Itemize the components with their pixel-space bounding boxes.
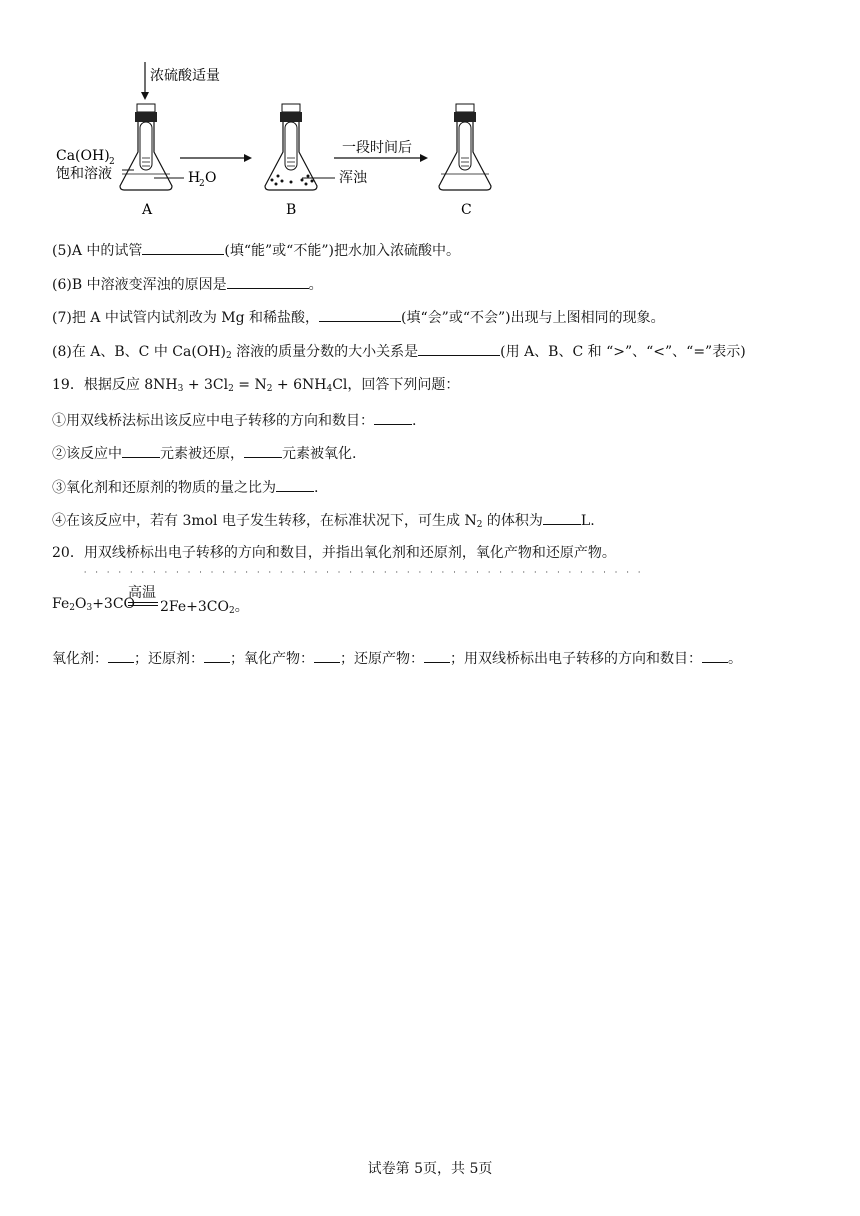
svg-text:浑浊: 浑浊 [339,170,367,186]
question-19-heading: 19．根据反应 $8NH_3 + 3Cl_2 = N_2 + 6NH_4Cl$，回答下列问题： [52,377,460,394]
svg-text:2: 2 [109,157,115,167]
answer-blank[interactable] [374,410,412,425]
question-19-item-2: ②该反应中 元素被还原， 元素被氧化. [52,443,356,464]
flask-c-label: C [461,202,472,218]
emphasized-text: 用双线桥标出电子转移的方向和数目，并指出氧化剂和还原剂，氧化产物和还原产物。 ················································· [84,545,616,561]
question-19-item-3: ③氧化剂和还原剂的物质的量之比为 . [52,477,318,498]
answer-blank[interactable] [418,341,500,356]
question-7: (7)把 A 中试管内试剂改为 Mg 和稀盐酸， (填“会”或“不会”)出现与上图相同的现象。 [52,307,665,328]
answer-blank[interactable] [204,648,230,663]
question-20-answers: 氧化剂： ；还原剂： ；氧化产物： ；还原产物： ；用双线桥标出电子转移的方向和数目： 。 [52,648,742,669]
acid-label: 浓硫酸适量 [150,68,220,84]
answer-blank[interactable] [276,477,314,492]
answer-blank[interactable] [122,443,160,458]
answer-blank[interactable] [424,648,450,663]
answer-blank[interactable] [108,648,134,663]
svg-text:Ca(OH): Ca(OH) [56,148,110,164]
svg-text:2: 2 [199,179,205,189]
svg-text:H: H [188,170,201,186]
emphasis-dots: ················································· [83,568,650,577]
flask-a [120,104,172,190]
svg-text:一段时间后: 一段时间后 [342,140,412,156]
svg-text:O: O [205,170,217,186]
question-8: (8)在 A、B、C 中 $Ca(OH)_2$ 溶液的质量分数的大小关系是 (用 A、B、C 和 “>”、“<”、“=”表示) [52,341,746,362]
answer-blank[interactable] [227,274,309,289]
question-5: (5)A 中的试管 (填“能”或“不能”)把水加入浓硫酸中。 [52,240,460,261]
reaction-equation: 高温 $Fe_2O_3+3CO$ $2Fe+3CO_2$。 [52,585,249,616]
flask-a-label: A [142,202,153,218]
answer-blank[interactable] [702,648,728,663]
answer-blank[interactable] [142,240,224,255]
experiment-diagram [50,60,510,225]
flask-c [439,104,491,190]
answer-blank[interactable] [319,307,401,322]
answer-blank[interactable] [244,443,282,458]
answer-blank[interactable] [543,510,581,525]
page-footer: 试卷第 5页，共 5页 [367,1161,493,1177]
answer-blank[interactable] [314,648,340,663]
question-20-heading: 20．用双线桥标出电子转移的方向和数目，并指出氧化剂和还原剂，氧化产物和还原产物。 ················································· [52,543,616,563]
question-6: (6)B 中溶液变浑浊的原因是 。 [52,274,323,295]
svg-text:饱和溶液: 饱和溶液 [56,166,112,182]
flask-b [265,104,317,190]
question-19-item-4: ④在该反应中，若有 3mol 电子发生转移，在标准状况下，可生成 $N_2$ 的体积为 L. [52,510,595,531]
question-19-item-1: ①用双线桥法标出该反应中电子转移的方向和数目： . [52,410,416,431]
flask-b-label: B [286,202,297,218]
